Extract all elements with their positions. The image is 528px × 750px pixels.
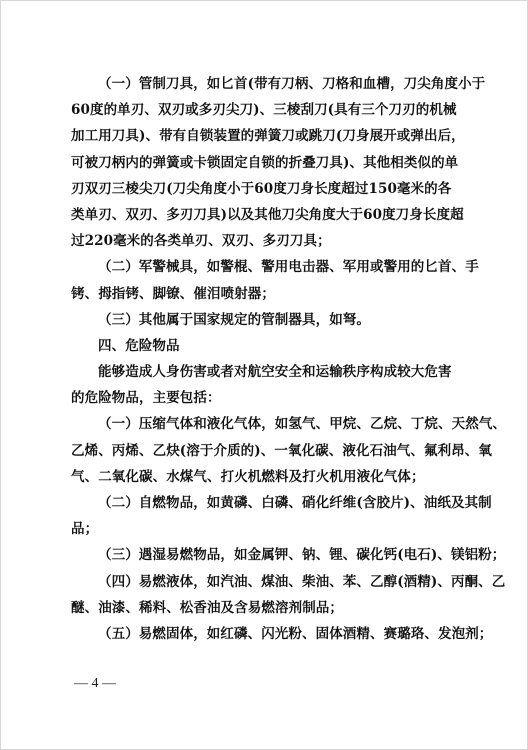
text-line: 类单刃、双刃、多刃刀具)以及其他刀尖角度大于60度刀身长度超 (71, 206, 464, 223)
text-line: 醚、油漆、稀料、松香油及含易燃溶剂制品； (71, 599, 343, 616)
text-line: （一）压缩气体和液化气体，如氢气、甲烷、乙烷、丁烷、天然气、 (98, 416, 506, 433)
text-line: （五）易燃固体，如红磷、闪光粉、固体酒精、赛璐珞、发泡剂； (98, 625, 493, 642)
text-line: （三）其他属于国家规定的管制器具，如弩。 (98, 311, 370, 328)
document-body (71, 71, 506, 647)
page-number: — 4 — (74, 676, 116, 691)
text-line: 品； (71, 521, 99, 538)
text-line: 气、二氧化碳、水煤气、打火机燃料及打火机用液化气体； (71, 468, 425, 485)
text-line: 乙烯、丙烯、乙炔(溶于介质的)、一氧化碳、液化石油气、氟利昂、氧 (71, 442, 492, 459)
text-line: 过220毫米的各类单刃、双刃、多刃刀具； (71, 233, 331, 250)
text-line: 加工用刀具)、带有自锁装置的弹簧刀或跳刀(刀身展开或弹出后， (71, 128, 465, 145)
text-line: （二）军警械具，如警棍、警用电击器、军用或警用的匕首、手 (98, 259, 479, 276)
text-line: 60度的单刃、双刃或多刃尖刀)、三棱刮刀(具有三个刀刃的机械 (71, 102, 457, 119)
text-line: 铐、拇指铐、脚镣、催泪喷射器； (71, 285, 275, 302)
section-heading: 四、危险物品 (98, 337, 180, 354)
text-line: 能够造成人身伤害或者对航空安全和运输秩序构成较大危害 (98, 364, 452, 381)
text-line: 的危险物品，主要包括： (71, 390, 221, 407)
text-line: 可被刀柄内的弹簧或卡锁固定自锁的折叠刀具)、其他相类似的单 (71, 154, 459, 171)
text-line: 刃双刃三棱尖刀(刀尖角度小于60度刀身长度超过150毫米的各 (71, 180, 452, 197)
text-line: （四）易燃液体，如汽油、煤油、柴油、苯、乙醇(酒精)、丙酮、乙 (98, 573, 506, 590)
text-line: （一）管制刀具，如匕首(带有刀柄、刀格和血槽，刀尖角度小于 (98, 76, 486, 92)
text-line: （三）遇湿易燃物品，如金属钾、钠、锂、碳化钙(电石)、镁铝粉； (98, 547, 506, 564)
text-line: （二）自燃物品，如黄磷、白磷、硝化纤维(含胶片)、油纸及其制 (98, 495, 492, 511)
